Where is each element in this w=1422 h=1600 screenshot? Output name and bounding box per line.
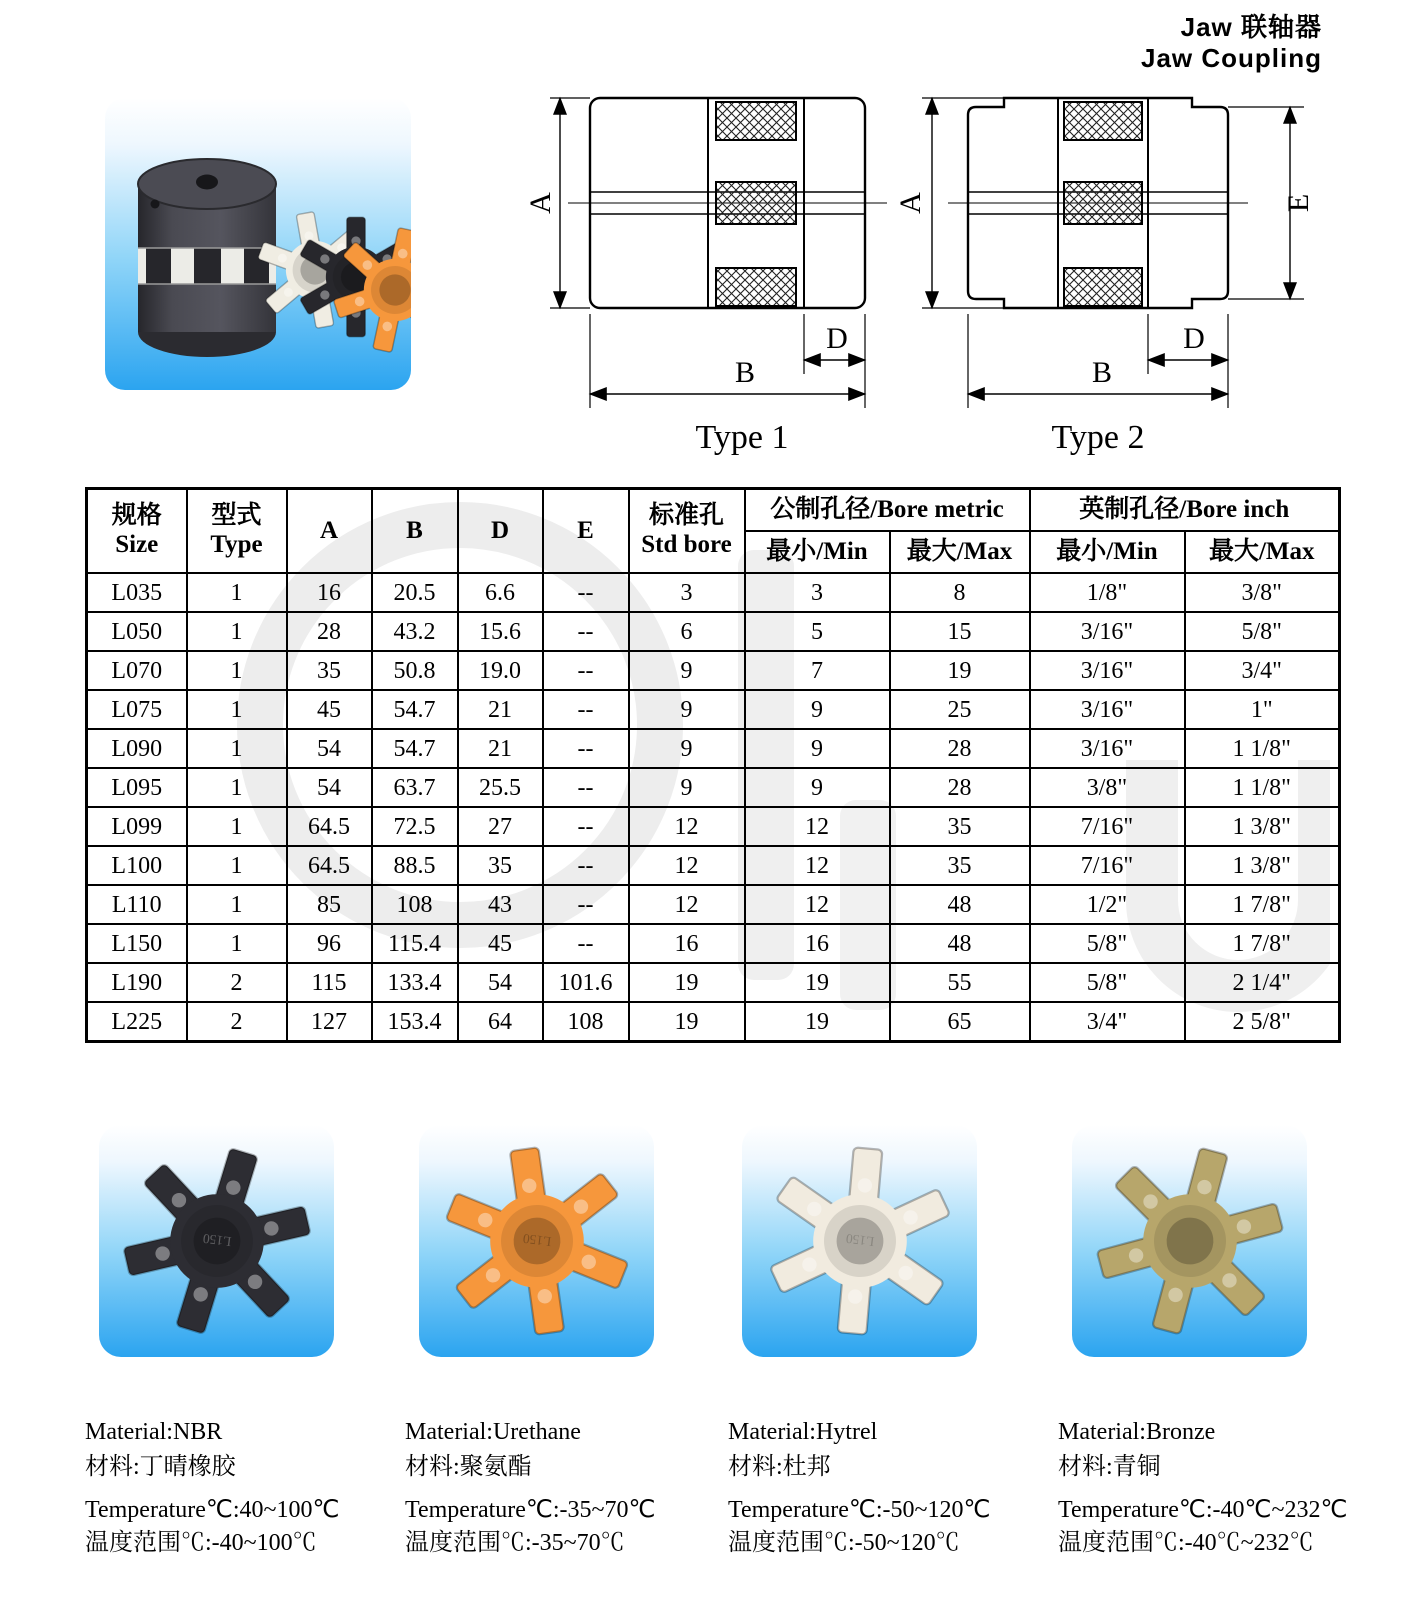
table-cell: 1 [187,612,287,651]
dim-b-label: B [734,356,756,389]
table-cell: 16 [629,924,745,963]
material-en: Material:Bronze [1058,1419,1216,1445]
table-cell: 12 [629,846,745,885]
material-text-urethane [405,1415,727,1485]
table-cell: 1/8" [1030,573,1185,612]
col-header-type-cn: 型式 [211,502,262,530]
table-cell: 153.4 [372,1002,458,1042]
table-cell: 3/8" [1185,573,1340,612]
table-cell: -- [543,729,629,768]
table-cell: 35 [287,651,372,690]
col-header-std-bore [629,489,745,574]
table-cell: 2 [187,1002,287,1042]
temperature-cn: 温度范围℃:-40~100℃ [85,1530,317,1556]
table-row [87,612,1340,651]
table-cell: 20.5 [372,573,458,612]
table-cell: 54.7 [372,729,458,768]
table-row [87,924,1340,963]
table-cell: -- [543,924,629,963]
col-header-inch-min: 最小/Min [1030,531,1185,573]
temperature-text-hytrel [728,1494,1050,1560]
table-cell: 133.4 [372,963,458,1002]
spec-table [85,487,1341,1043]
table-cell: 115.4 [372,924,458,963]
table-cell: 12 [745,885,890,924]
table-row [87,807,1340,846]
temperature-text-urethane [405,1494,727,1560]
product-card-bronze [1072,1125,1307,1357]
table-cell: 12 [745,807,890,846]
material-text-bronze [1058,1415,1380,1485]
table-cell: 12 [745,846,890,885]
product-col-urethane [405,1125,727,1560]
col-header-size-en: Size [115,531,159,558]
col-header-b: B [372,489,458,574]
table-cell: 1 [187,651,287,690]
table-cell: 35 [458,846,543,885]
table-cell: 1 [187,846,287,885]
spec-table-body [87,573,1340,1042]
table-cell: 16 [287,573,372,612]
table-cell: 88.5 [372,846,458,885]
table-cell: 1 1/8" [1185,768,1340,807]
table-cell: 25 [890,690,1030,729]
table-row [87,963,1340,1002]
table-cell: 54.7 [372,690,458,729]
table-cell: -- [543,885,629,924]
table-cell: 12 [629,885,745,924]
table-cell: 2 [187,963,287,1002]
table-cell: 1/2" [1030,885,1185,924]
table-cell: 1 1/8" [1185,729,1340,768]
material-text-nbr [85,1415,407,1485]
table-cell: 7/16" [1030,846,1185,885]
table-cell: 9 [745,729,890,768]
table-cell: 72.5 [372,807,458,846]
col-header-metric-min: 最小/Min [745,531,890,573]
table-cell: 3 [745,573,890,612]
table-cell: L035 [87,573,187,612]
table-cell: 19 [629,1002,745,1042]
table-cell: 1 [187,807,287,846]
temperature-en: Temperature℃:40~100℃ [85,1497,340,1523]
col-header-e: E [543,489,629,574]
table-cell: -- [543,573,629,612]
table-cell: 9 [745,768,890,807]
table-row [87,729,1340,768]
table-cell: 1 [187,573,287,612]
table-cell: 19.0 [458,651,543,690]
spider-image-hytrel [752,1133,968,1349]
table-cell: 45 [458,924,543,963]
temperature-cn: 温度范围℃:-40℃~232℃ [1058,1530,1314,1556]
table-cell: 25.5 [458,768,543,807]
material-cn: 材料:丁晴橡胶 [85,1454,236,1480]
col-group-bore-inch: 英制孔径/Bore inch [1030,489,1340,532]
type2-label: Type 2 [1051,419,1145,456]
product-card-hytrel [742,1125,977,1357]
type1-label: Type 1 [695,419,789,456]
table-cell: 35 [890,807,1030,846]
spider-image-bronze [1082,1133,1298,1349]
table-cell: L225 [87,1002,187,1042]
col-group-bore-metric: 公制孔径/Bore metric [745,489,1030,532]
table-cell: -- [543,768,629,807]
table-cell: 101.6 [543,963,629,1002]
table-row [87,768,1340,807]
table-cell: 108 [543,1002,629,1042]
table-row [87,885,1340,924]
table-cell: 6.6 [458,573,543,612]
table-cell: L099 [87,807,187,846]
table-cell: 54 [287,729,372,768]
material-en: Material:NBR [85,1419,223,1445]
dim-a-label: A [524,192,557,214]
table-row [87,690,1340,729]
table-cell: 43 [458,885,543,924]
dim-e-label: E [1282,193,1315,213]
table-cell: 5/8" [1030,924,1185,963]
col-header-metric-max: 最大/Max [890,531,1030,573]
page-title [1141,12,1322,74]
material-cn: 材料:青铜 [1058,1454,1161,1480]
table-cell: 16 [745,924,890,963]
product-card-nbr [99,1125,334,1357]
table-cell: 21 [458,690,543,729]
temperature-cn: 温度范围℃:-35~70℃ [405,1530,625,1556]
temperature-en: Temperature℃:-40℃~232℃ [1058,1497,1348,1523]
table-cell: 108 [372,885,458,924]
product-col-hytrel [728,1125,1050,1560]
table-cell: L110 [87,885,187,924]
product-col-bronze [1058,1125,1380,1560]
table-cell: 63.7 [372,768,458,807]
material-en: Material:Hytrel [728,1419,878,1445]
product-col-nbr [85,1125,407,1560]
table-cell: 54 [287,768,372,807]
table-cell: 1" [1185,690,1340,729]
table-cell: 3/16" [1030,612,1185,651]
table-cell: 2 5/8" [1185,1002,1340,1042]
table-cell: -- [543,846,629,885]
table-cell: -- [543,690,629,729]
table-row [87,846,1340,885]
dim-a-label: A [894,192,927,214]
table-cell: 9 [629,651,745,690]
table-cell: 19 [745,963,890,1002]
product-card-urethane [419,1125,654,1357]
table-cell: 19 [629,963,745,1002]
temperature-cn: 温度范围℃:-50~120℃ [728,1530,960,1556]
table-cell: L095 [87,768,187,807]
table-cell: 45 [287,690,372,729]
spider-image-nbr [109,1133,325,1349]
table-cell: 7 [745,651,890,690]
table-cell: 1 3/8" [1185,846,1340,885]
table-cell: L075 [87,690,187,729]
table-cell: 64.5 [287,846,372,885]
table-cell: 65 [890,1002,1030,1042]
table-cell: L050 [87,612,187,651]
col-header-std-cn: 标准孔 [648,502,724,530]
type2-diagram [876,82,1316,462]
table-cell: 2 1/4" [1185,963,1340,1002]
table-cell: 9 [629,729,745,768]
spider-stamp: L150 [201,1230,232,1250]
table-cell: 19 [745,1002,890,1042]
table-row [87,1002,1340,1042]
table-row [87,651,1340,690]
col-header-inch-max: 最大/Max [1185,531,1340,573]
temperature-text-bronze [1058,1494,1380,1560]
table-cell: 3 [629,573,745,612]
dim-d-label: D [1183,322,1205,355]
spider-stamp: L150 [844,1230,875,1250]
table-cell: 6 [629,612,745,651]
table-cell: L150 [87,924,187,963]
table-cell: 64.5 [287,807,372,846]
table-cell: 48 [890,885,1030,924]
table-cell: 1 [187,768,287,807]
spider-stamp: L150 [521,1230,552,1250]
table-cell: 3/16" [1030,651,1185,690]
page-title-cn: Jaw 联轴器 [1180,12,1322,42]
col-header-type-en: Type [210,531,263,558]
col-header-a: A [287,489,372,574]
table-cell: 115 [287,963,372,1002]
table-cell: 15 [890,612,1030,651]
table-cell: 5/8" [1030,963,1185,1002]
table-cell: 3/16" [1030,690,1185,729]
dim-d-label: D [826,322,848,355]
table-cell: L100 [87,846,187,885]
table-cell: 96 [287,924,372,963]
table-cell: 1 [187,729,287,768]
table-cell: 3/16" [1030,729,1185,768]
table-cell: -- [543,651,629,690]
table-cell: 43.2 [372,612,458,651]
table-cell: 48 [890,924,1030,963]
table-cell: 28 [890,768,1030,807]
table-cell: 5 [745,612,890,651]
table-cell: L070 [87,651,187,690]
table-cell: -- [543,807,629,846]
table-cell: 85 [287,885,372,924]
table-cell: 9 [629,768,745,807]
product-photo-card [105,98,411,390]
temperature-en: Temperature℃:-50~120℃ [728,1497,991,1523]
table-cell: 15.6 [458,612,543,651]
table-cell: 12 [629,807,745,846]
table-cell: L090 [87,729,187,768]
col-header-d: D [458,489,543,574]
table-cell: 28 [890,729,1030,768]
table-cell: 127 [287,1002,372,1042]
table-cell: L190 [87,963,187,1002]
table-cell: 3/4" [1030,1002,1185,1042]
table-cell: 1 7/8" [1185,885,1340,924]
table-cell: 35 [890,846,1030,885]
table-cell: 1 3/8" [1185,807,1340,846]
coupling-photo-illustration [105,98,411,390]
material-cn: 材料:聚氨酯 [405,1454,532,1480]
page-title-en: Jaw Coupling [1141,43,1322,73]
col-header-size [87,489,187,574]
table-cell: 1 7/8" [1185,924,1340,963]
table-cell: 27 [458,807,543,846]
table-cell: 3/8" [1030,768,1185,807]
table-cell: 7/16" [1030,807,1185,846]
table-cell: 21 [458,729,543,768]
material-cn: 材料:杜邦 [728,1454,831,1480]
table-cell: 54 [458,963,543,1002]
spider-image-urethane [429,1133,645,1349]
table-cell: 3/4" [1185,651,1340,690]
table-cell: 8 [890,573,1030,612]
table-cell: 1 [187,924,287,963]
table-cell: 50.8 [372,651,458,690]
table-cell: 1 [187,885,287,924]
col-header-std-en: Std bore [641,531,732,558]
table-cell: 1 [187,690,287,729]
temperature-en: Temperature℃:-35~70℃ [405,1497,656,1523]
temperature-text-nbr [85,1494,407,1560]
table-cell: 64 [458,1002,543,1042]
table-cell: 9 [629,690,745,729]
material-en: Material:Urethane [405,1419,581,1445]
dim-b-label: B [1091,356,1113,389]
table-cell: 55 [890,963,1030,1002]
material-text-hytrel [728,1415,1050,1485]
col-header-type [187,489,287,574]
header-row-1 [87,489,1340,532]
table-cell: -- [543,612,629,651]
col-header-size-cn: 规格 [111,502,162,530]
table-cell: 19 [890,651,1030,690]
table-row [87,573,1340,612]
table-cell: 28 [287,612,372,651]
table-cell: 9 [745,690,890,729]
table-cell: 5/8" [1185,612,1340,651]
